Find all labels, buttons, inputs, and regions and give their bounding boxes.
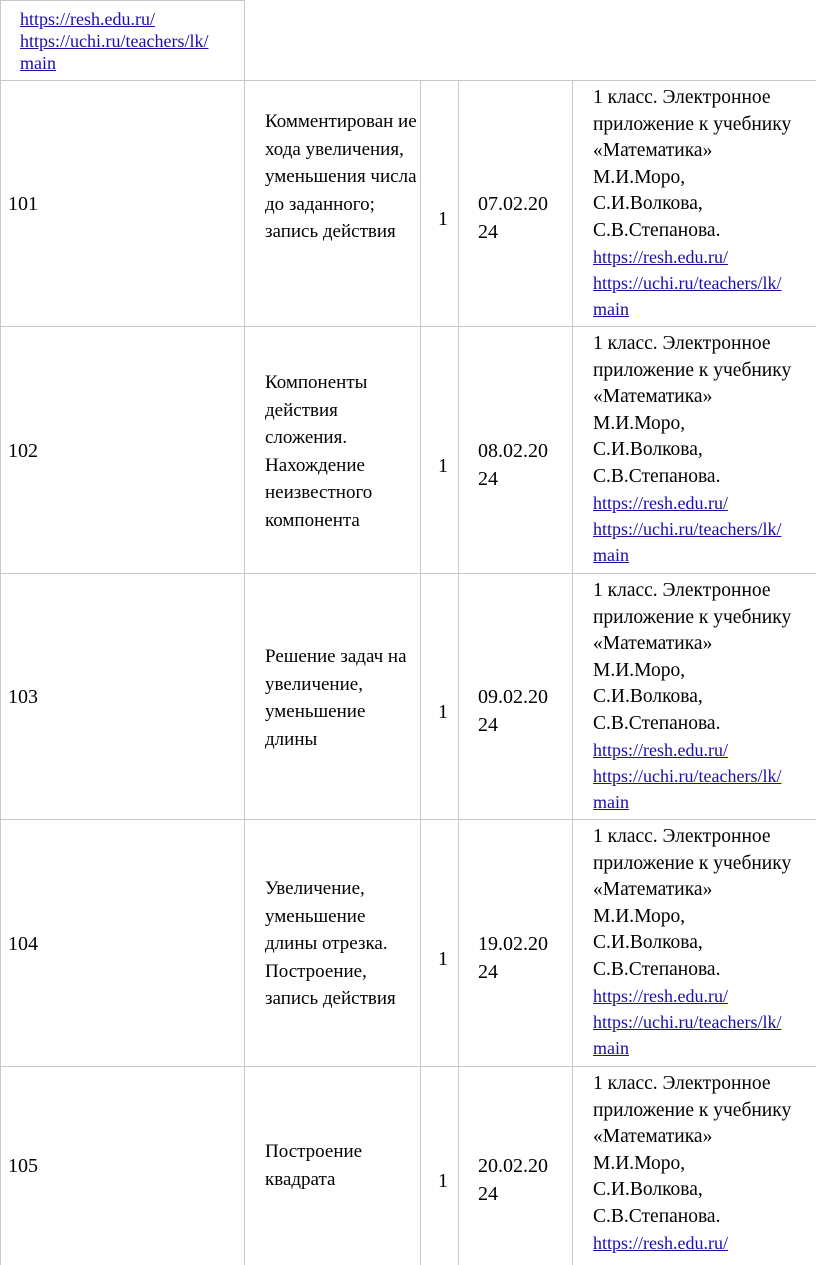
resource-cell (593, 824, 816, 1061)
resource-line: приложение к учебнику (593, 606, 792, 628)
table-border (0, 573, 816, 574)
table-border (0, 326, 816, 327)
table-border (0, 80, 816, 81)
lesson-date-line: 09.02.20 (478, 686, 548, 708)
resource-cell (593, 331, 816, 568)
lesson-hours: 1 (438, 1170, 448, 1192)
resource-line: М.И.Моро, (593, 1152, 686, 1174)
resource-line: С.И.Волкова, (593, 1179, 703, 1200)
lesson-date-line: 24 (478, 468, 498, 490)
lesson-hours: 1 (438, 455, 448, 477)
lesson-date (478, 190, 548, 246)
table-border (420, 80, 421, 1265)
resource-line: М.И.Моро, (593, 659, 686, 681)
resource-line: приложение к учебнику (593, 1099, 792, 1121)
lesson-number: 101 (8, 193, 38, 215)
uchi-link-continuation[interactable]: main (593, 792, 629, 812)
resource-line: С.И.Волкова, (593, 932, 703, 953)
resource-line: 1 класс. Электронное (593, 826, 771, 847)
lesson-date (478, 930, 548, 986)
resource-line: «Математика» (593, 879, 713, 900)
lesson-hours: 1 (438, 701, 448, 723)
lesson-date-line: 24 (478, 961, 498, 983)
resh-link[interactable]: https://resh.edu.ru/ (593, 986, 728, 1006)
resource-line: «Математика» (593, 1126, 713, 1147)
resource-line: приложение к учебнику (593, 852, 792, 874)
resource-line: С.В.Степанова. (593, 1205, 721, 1227)
lesson-number: 104 (8, 933, 38, 955)
uchi-link[interactable]: https://uchi.ru/teachers/lk/ (20, 31, 209, 51)
resource-line: приложение к учебнику (593, 113, 792, 135)
resource-line: 1 класс. Электронное (593, 580, 771, 601)
lesson-date (478, 683, 548, 739)
table-border (458, 80, 459, 1265)
table-border (0, 819, 816, 820)
lesson-date (478, 1152, 548, 1208)
table-border (0, 0, 244, 1)
lesson-topic: Увеличение, уменьшение длины отрезка. Построение, запись действия (265, 878, 396, 1009)
resource-cell (593, 1071, 816, 1256)
lesson-date-line: 07.02.20 (478, 193, 548, 215)
table-border (244, 0, 245, 80)
top-resource-cell (20, 8, 242, 74)
resh-link[interactable]: https://resh.edu.ru/ (593, 493, 728, 513)
uchi-link[interactable]: https://uchi.ru/teachers/lk/ (593, 519, 782, 539)
resh-link[interactable]: https://resh.edu.ru/ (593, 1233, 728, 1253)
lesson-topic: Построение квадрата (265, 1141, 363, 1190)
uchi-link-continuation[interactable]: main (593, 1038, 629, 1058)
resource-line: С.В.Степанова. (593, 712, 721, 734)
resh-link[interactable]: https://resh.edu.ru/ (593, 247, 728, 267)
resource-line: приложение к учебнику (593, 359, 792, 381)
lesson-date-line: 19.02.20 (478, 933, 548, 955)
resource-line: М.И.Моро, (593, 166, 686, 188)
resource-line: «Математика» (593, 386, 713, 407)
resource-line: С.И.Волкова, (593, 439, 703, 460)
resource-line: С.В.Степанова. (593, 465, 721, 487)
lesson-topic: Компоненты действия сложения. Нахождение неизвестного компонента (265, 372, 373, 531)
resource-line: «Математика» (593, 633, 713, 654)
uchi-link[interactable]: https://uchi.ru/teachers/lk/ (593, 273, 782, 293)
uchi-link-continuation[interactable]: main (20, 53, 56, 73)
table-border (244, 80, 245, 1265)
uchi-link[interactable]: https://uchi.ru/teachers/lk/ (593, 766, 782, 786)
lesson-number: 102 (8, 440, 38, 462)
lesson-topic: Комментирован ие хода увеличения, уменьшения числа до заданного; запись действия (265, 111, 417, 242)
table-border (0, 1066, 816, 1067)
resource-line: 1 класс. Электронное (593, 87, 771, 108)
resource-line: 1 класс. Электронное (593, 1073, 771, 1094)
resource-line: «Математика» (593, 140, 713, 161)
resource-line: М.И.Моро, (593, 412, 686, 434)
resh-link[interactable]: https://resh.edu.ru/ (593, 740, 728, 760)
resource-line: С.В.Степанова. (593, 958, 721, 980)
resource-line: 1 класс. Электронное (593, 333, 771, 354)
lesson-date-line: 20.02.20 (478, 1155, 548, 1177)
resource-line: С.И.Волкова, (593, 193, 703, 214)
lesson-date (478, 437, 548, 493)
resource-line: С.И.Волкова, (593, 686, 703, 707)
uchi-link-continuation[interactable]: main (593, 545, 629, 565)
lesson-date-line: 24 (478, 1183, 498, 1205)
resh-link[interactable]: https://resh.edu.ru/ (20, 9, 155, 29)
resource-cell (593, 85, 816, 322)
uchi-link[interactable]: https://uchi.ru/teachers/lk/ (593, 1012, 782, 1032)
resource-cell (593, 578, 816, 815)
table-border (0, 0, 1, 1265)
lesson-date-line: 08.02.20 (478, 440, 548, 462)
lesson-hours: 1 (438, 948, 448, 970)
lesson-date-line: 24 (478, 714, 498, 736)
lesson-number: 103 (8, 686, 38, 708)
lesson-hours: 1 (438, 208, 448, 230)
lesson-number: 105 (8, 1155, 38, 1177)
table-border (572, 80, 573, 1265)
lesson-topic: Решение задач на увеличение, уменьшение длины (265, 646, 407, 750)
resource-line: С.В.Степанова. (593, 219, 721, 241)
lesson-date-line: 24 (478, 221, 498, 243)
resource-line: М.И.Моро, (593, 905, 686, 927)
uchi-link-continuation[interactable]: main (593, 299, 629, 319)
